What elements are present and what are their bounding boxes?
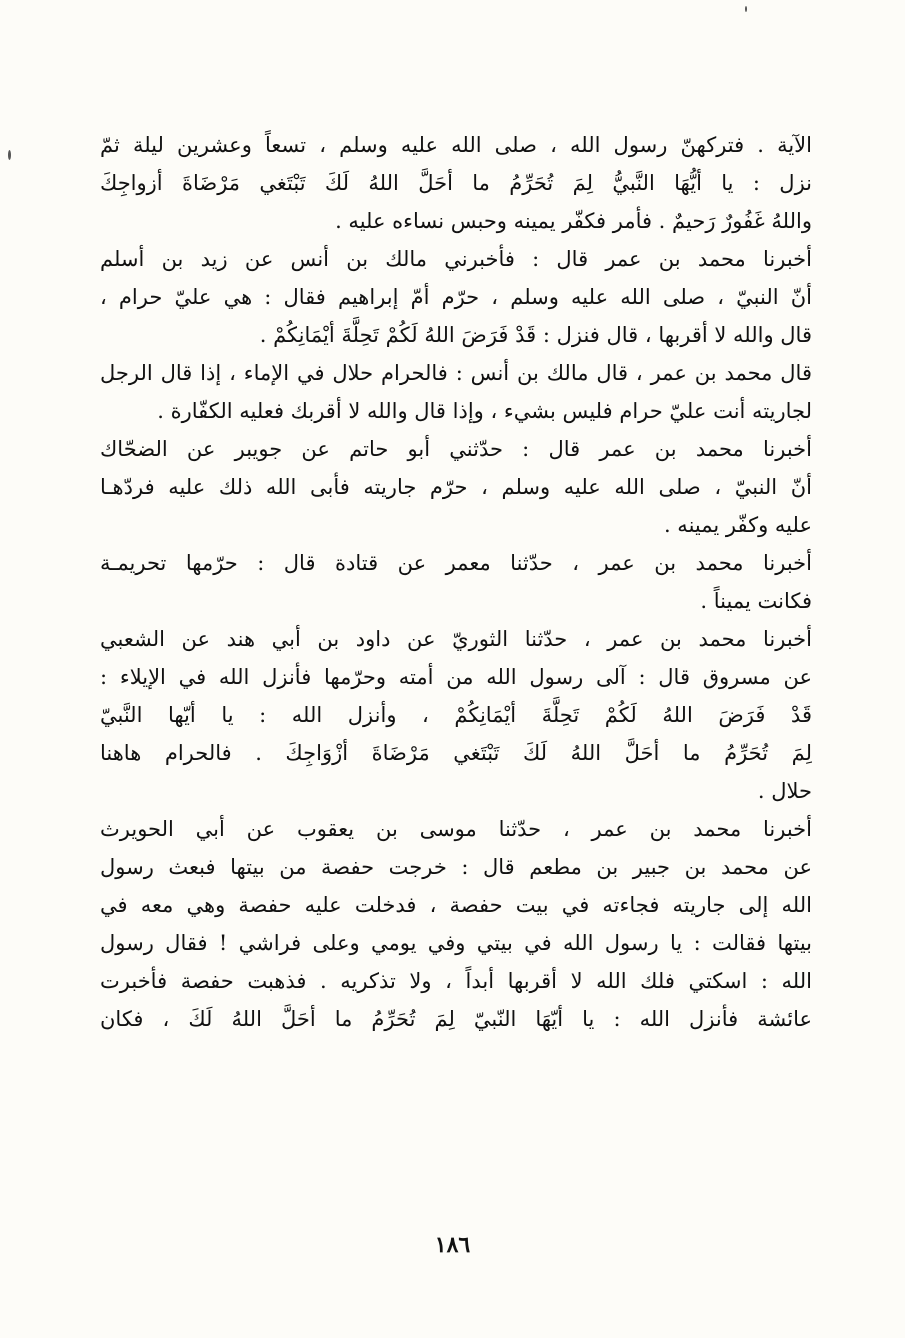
text-line: أخبرنا محمد بن عمر ، حدّثنا معمر عن قتادة قال : حرّمها تحريمـة xyxy=(100,551,812,575)
scan-speck xyxy=(8,150,11,160)
text-line: حلال . xyxy=(757,779,812,803)
text-line: الآية . فتركهنّ رسول الله ، صلى الله عليه وسلم ، تسعاً وعشرين ليلة ثمّ xyxy=(100,133,812,157)
text-line: قال والله لا أقربها ، قال فنزل : قَدْ فَرَضَ اللهُ لَكُمْ تَحِلَّةَ أيْمَانِكُمْ . xyxy=(259,323,812,347)
text-line: نزل : يا أيُّهَا النَّبيُّ لِمَ تُحَرِّمُ ما أحَلَّ اللهُ لَكَ تَبْتَغي مَرْضَاةَ أزواجِكَ xyxy=(100,171,812,195)
scan-speck xyxy=(745,6,747,12)
page-body xyxy=(100,126,812,1038)
text-line: أخبرنا محمد بن عمر ، حدّثنا موسى بن يعقوب عن أبي الحويرث xyxy=(100,817,812,841)
text-line: أخبرنا محمد بن عمر قال : فأخبرني مالك بن أنس عن زيد بن أسلم xyxy=(100,247,812,271)
text-line: فكانت يميناً . xyxy=(700,589,812,613)
text-line: لجاريته أنت عليّ حرام فليس بشيء ، وإذا قال والله لا أقربك فعليه الكفّارة . xyxy=(157,399,812,423)
text-line: عليه وكفّر يمينه . xyxy=(663,513,812,537)
text-line: الله : اسكتي فلك الله لا أقربها أبداً ، ولا تذكريه . فذهبت حفصة فأخبرت xyxy=(100,969,812,993)
text-line: قال محمد بن عمر ، قال مالك بن أنس : فالحرام حلال في الإماء ، إذا قال الرجل xyxy=(100,361,812,385)
text-line: أخبرنا محمد بن عمر قال : حدّثني أبو حاتم عن جويبر عن الضحّاك xyxy=(100,437,812,461)
text-line: عائشة فأنزل الله : يا أيّهَا النّبيّ لِمَ تُحَرِّمُ ما أحَلَّ اللهُ لَكَ ، فكان xyxy=(100,1007,812,1031)
text-line: أخبرنا محمد بن عمر ، حدّثنا الثوريّ عن داود بن أبي هند عن الشعبي xyxy=(100,627,812,651)
text-line: بيتها فقالت : يا رسول الله في بيتي وفي يومي وعلى فراشي ! فقال رسول xyxy=(100,931,812,955)
text-line: قَدْ فَرَضَ اللهُ لَكُمْ تَحِلَّةَ أيْمَانِكُمْ ، وأنزل الله : يا أيّها النَّبيّ xyxy=(100,703,812,727)
text-line: أنّ النبيّ ، صلى الله عليه وسلم ، حرّم جاريته فأبى الله ذلك عليه فردّهـا xyxy=(100,475,812,499)
text-line: واللهُ غَفُورٌ رَحيمٌ . فأمر فكفّر يمينه وحبس نساءه عليه . xyxy=(335,209,812,233)
text-line: الله إلى جاريته فجاءته في بيت حفصة ، فدخلت عليه حفصة وهي معه في xyxy=(100,893,812,917)
page-number: ١٨٦ xyxy=(434,1232,471,1258)
text-line: أنّ النبيّ ، صلى الله عليه وسلم ، حرّم أمّ إبراهيم فقال : هي عليّ حرام ، xyxy=(100,285,812,309)
text-line: لِمَ تُحَرِّمُ ما أحَلَّ اللهُ لَكَ تَبْتَغي مَرْضَاةَ أزْوَاجِكَ . فالحرام هاهنا xyxy=(100,741,812,765)
text-line: عن مسروق قال : آلى رسول الله من أمته وحرّمها فأنزل الله في الإيلاء : xyxy=(100,665,812,689)
text-line: عن محمد بن جبير بن مطعم قال : خرجت حفصة من بيتها فبعث رسول xyxy=(100,855,812,879)
